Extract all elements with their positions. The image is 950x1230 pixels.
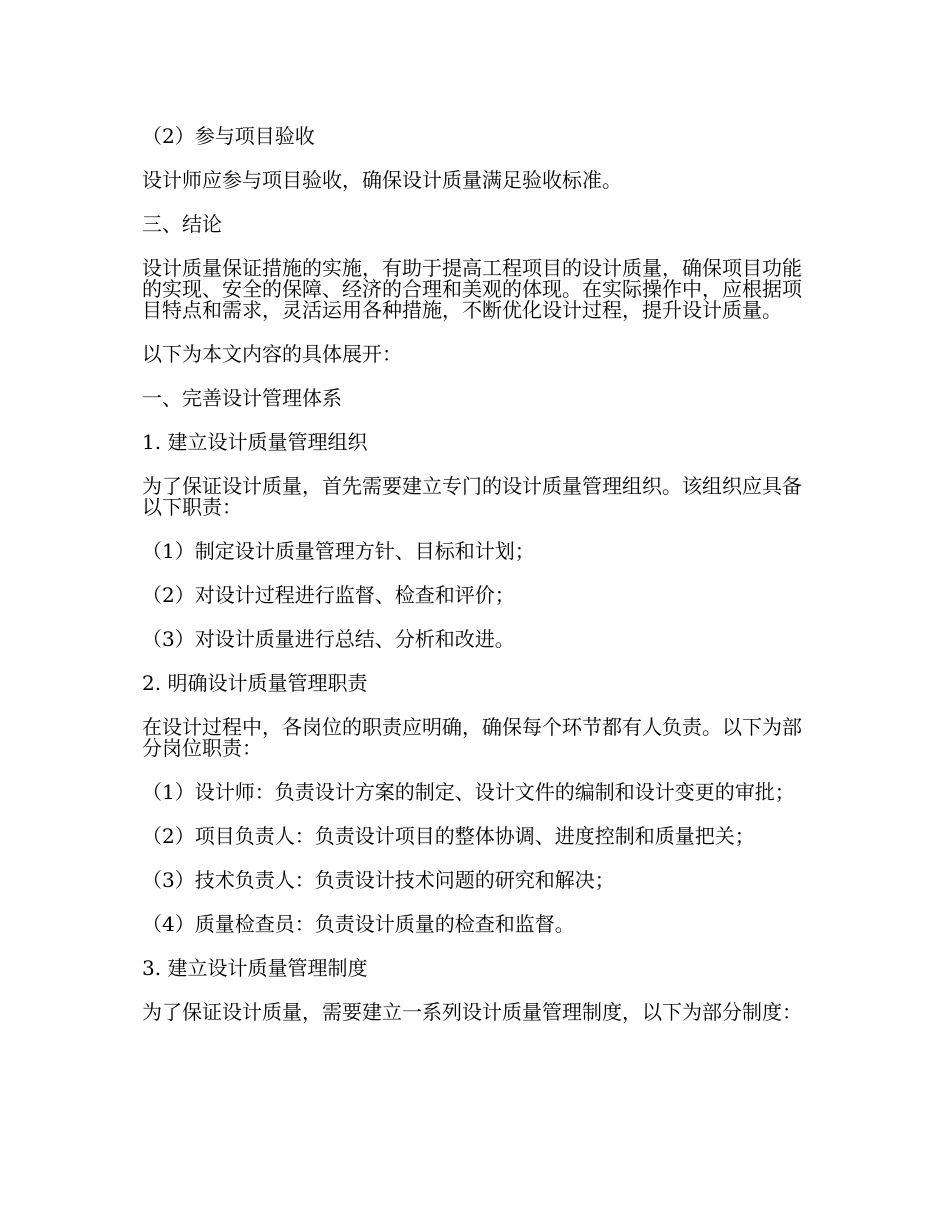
list-item-inspector: （4）质量检查员：负责设计质量的检查和监督。: [142, 912, 575, 936]
subheading-quality-rules: 3. 建立设计质量管理制度: [142, 956, 368, 980]
list-item-duty-1: （1）制定设计质量管理方针、目标和计划；: [142, 539, 535, 563]
subheading-quality-organization: 1. 建立设计质量管理组织: [142, 430, 368, 454]
document-page: [142, 126, 812, 1046]
list-item-tech-lead: （3）技术负责人：负责设计技术问题的研究和解决；: [142, 868, 615, 892]
section-heading-conclusion: 三、结论: [142, 212, 222, 236]
list-item-project-lead: （2）项目负责人：负责设计项目的整体协调、进度控制和质量把关；: [142, 824, 755, 848]
paragraph-intro-expansion: 以下为本文内容的具体展开：: [142, 342, 402, 366]
paragraph-organization-duties: 为了保证设计质量，首先需要建立专门的设计质量管理组织。该组织应具备以下职责：: [142, 474, 802, 519]
paragraph-conclusion: 设计质量保证措施的实施，有助于提高工程项目的设计质量，确保项目功能的实现、安全的保障、经济的合理和美观的体现。在实际操作中，应根据项目特点和需求，灵活运用各种措施，不断优化设计过程，提升设计质量。: [142, 256, 802, 322]
list-item-duty-2: （2）对设计过程进行监督、检查和评价；: [142, 583, 515, 607]
list-item-designer: （1）设计师：负责设计方案的制定、设计文件的编制和设计变更的审批；: [142, 780, 795, 804]
paragraph-responsibilities: 在设计过程中，各岗位的职责应明确，确保每个环节都有人负责。以下为部分岗位职责：: [142, 715, 802, 760]
section-heading-management-system: 一、完善设计管理体系: [142, 386, 342, 410]
paragraph-acceptance: 设计师应参与项目验收，确保设计质量满足验收标准。: [142, 168, 622, 192]
subheading-quality-responsibilities: 2. 明确设计质量管理职责: [142, 671, 368, 695]
paragraph-rules: 为了保证设计质量，需要建立一系列设计质量管理制度，以下为部分制度：: [142, 1000, 802, 1024]
list-item-duty-3: （3）对设计质量进行总结、分析和改进。: [142, 627, 515, 651]
list-item-participate-acceptance: （2）参与项目验收: [142, 124, 315, 148]
